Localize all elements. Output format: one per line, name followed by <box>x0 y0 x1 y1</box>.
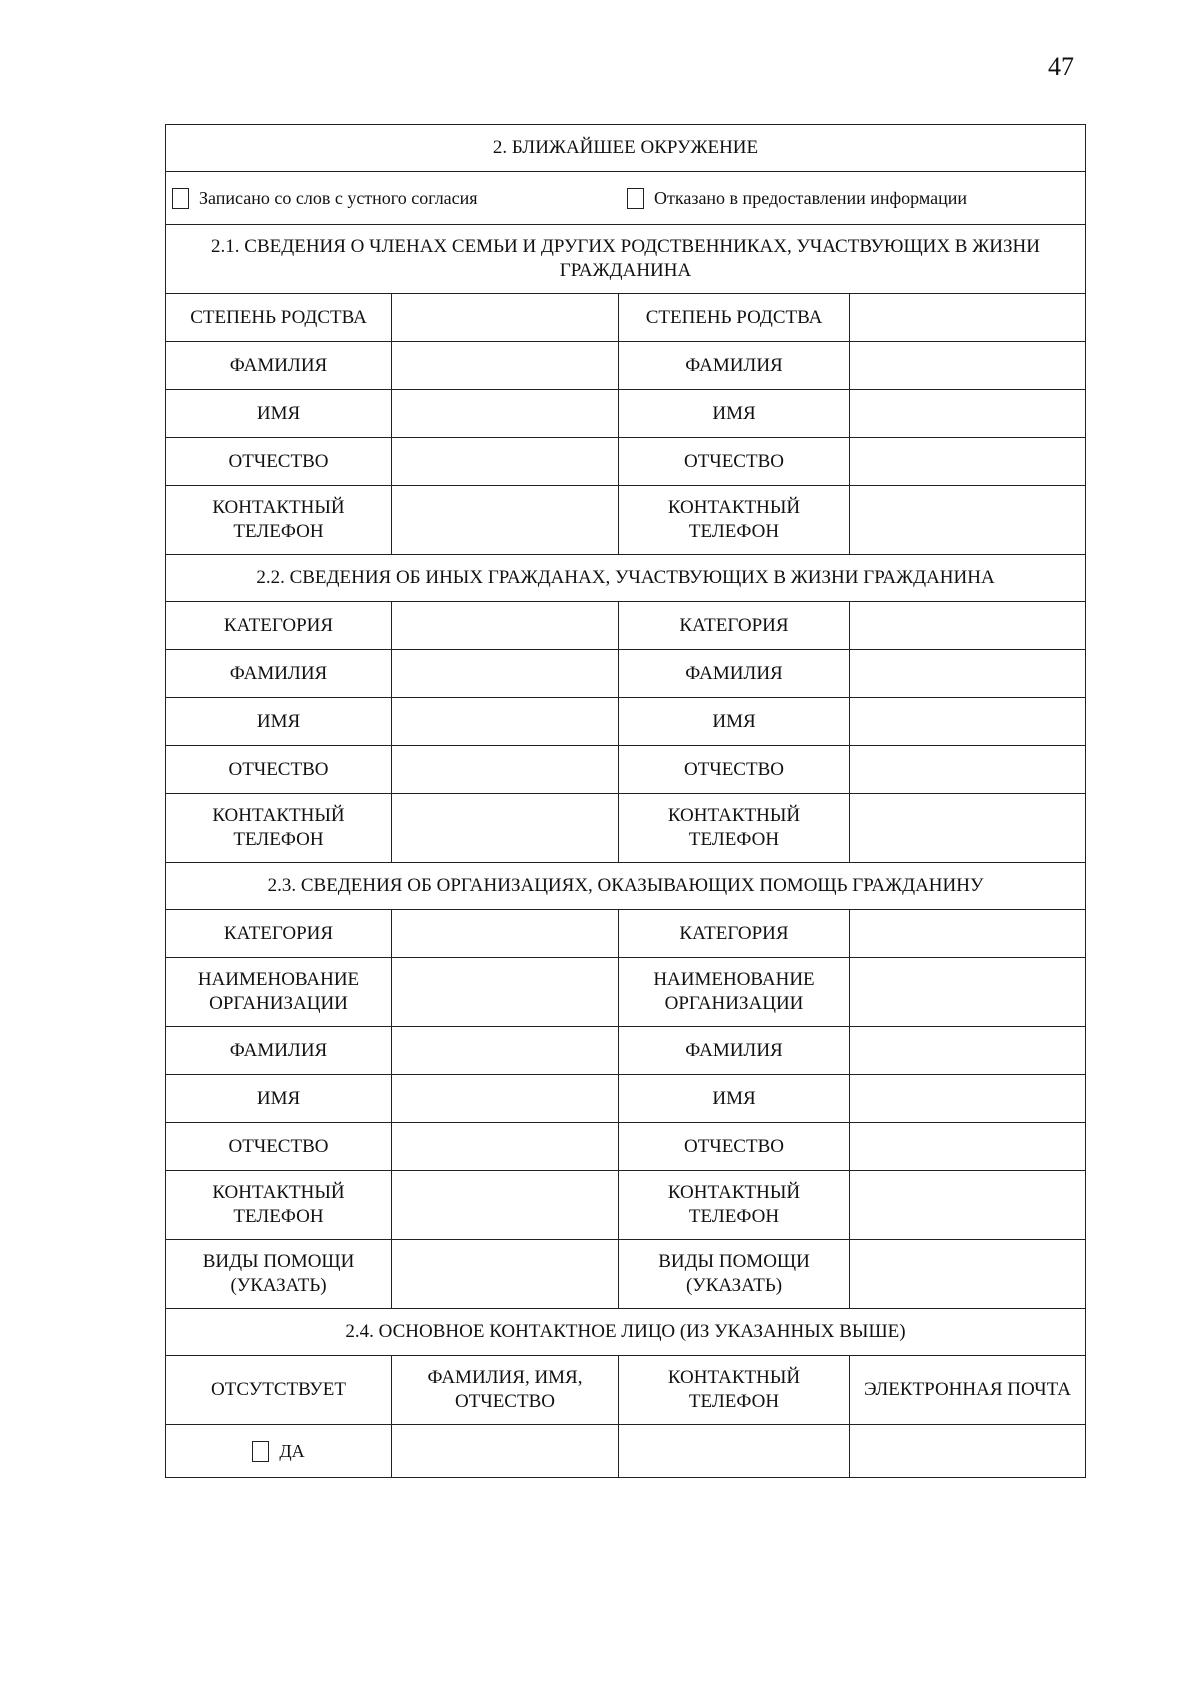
s23-label: ВИДЫ ПОМОЩИ (УКАЗАТЬ) <box>166 1240 392 1309</box>
s23-label: НАИМЕНОВАНИЕ ОРГАНИЗАЦИИ <box>166 958 392 1027</box>
s24-absent-cell <box>166 1425 392 1478</box>
s21-field[interactable] <box>850 390 1086 438</box>
s22-label: ИМЯ <box>166 698 392 746</box>
s21-label: ОТЧЕСТВО <box>619 438 850 486</box>
s24-email-field[interactable] <box>850 1425 1086 1478</box>
s22-field[interactable] <box>392 698 619 746</box>
s23-label: ИМЯ <box>166 1075 392 1123</box>
s23-label: ФАМИЛИЯ <box>619 1027 850 1075</box>
s21-field[interactable] <box>392 438 619 486</box>
refused-checkbox[interactable] <box>627 188 644 209</box>
s23-label: ИМЯ <box>619 1075 850 1123</box>
s21-label: КОНТАКТНЫЙ ТЕЛЕФОН <box>619 486 850 555</box>
s23-field[interactable] <box>392 1075 619 1123</box>
s21-field[interactable] <box>392 342 619 390</box>
s24-header-phone: КОНТАКТНЫЙ ТЕЛЕФОН <box>619 1356 850 1425</box>
s21-title: 2.1. СВЕДЕНИЯ О ЧЛЕНАХ СЕМЬИ И ДРУГИХ РОДСТВЕННИКАХ, УЧАСТВУЮЩИХ В ЖИЗНИ ГРАЖДАНИНА <box>166 225 1086 294</box>
s21-label: СТЕПЕНЬ РОДСТВА <box>166 294 392 342</box>
s22-label: КАТЕГОРИЯ <box>166 602 392 650</box>
s23-field[interactable] <box>850 1240 1086 1309</box>
s21-label: СТЕПЕНЬ РОДСТВА <box>619 294 850 342</box>
s24-name-field[interactable] <box>392 1425 619 1478</box>
section-title: 2. БЛИЖАЙШЕЕ ОКРУЖЕНИЕ <box>166 125 1086 172</box>
s24-header-email: ЭЛЕКТРОННАЯ ПОЧТА <box>850 1356 1086 1425</box>
s23-field[interactable] <box>392 1240 619 1309</box>
s21-label: КОНТАКТНЫЙ ТЕЛЕФОН <box>166 486 392 555</box>
s23-field[interactable] <box>850 1171 1086 1240</box>
s24-title: 2.4. ОСНОВНОЕ КОНТАКТНОЕ ЛИЦО (ИЗ УКАЗАННЫХ ВЫШЕ) <box>166 1309 1086 1356</box>
s24-header-absent: ОТСУТСТВУЕТ <box>166 1356 392 1425</box>
recorded-checkbox[interactable] <box>172 188 189 209</box>
s22-field[interactable] <box>392 602 619 650</box>
s23-label: ОТЧЕСТВО <box>619 1123 850 1171</box>
s23-label: КАТЕГОРИЯ <box>619 910 850 958</box>
s21-field[interactable] <box>392 390 619 438</box>
s22-label: КОНТАКТНЫЙ ТЕЛЕФОН <box>619 794 850 863</box>
refused-label: Отказано в предоставлении информации <box>654 187 968 208</box>
s21-field[interactable] <box>850 342 1086 390</box>
s23-label: НАИМЕНОВАНИЕ ОРГАНИЗАЦИИ <box>619 958 850 1027</box>
s23-field[interactable] <box>392 910 619 958</box>
form-table <box>165 124 1086 1478</box>
s21-label: ОТЧЕСТВО <box>166 438 392 486</box>
s22-label: ФАМИЛИЯ <box>619 650 850 698</box>
recorded-label: Записано со слов с устного согласия <box>199 187 478 208</box>
s23-field[interactable] <box>392 1123 619 1171</box>
s22-title: 2.2. СВЕДЕНИЯ ОБ ИНЫХ ГРАЖДАНАХ, УЧАСТВУЮЩИХ В ЖИЗНИ ГРАЖДАНИНА <box>166 555 1086 602</box>
s23-title: 2.3. СВЕДЕНИЯ ОБ ОРГАНИЗАЦИЯХ, ОКАЗЫВАЮЩИХ ПОМОЩЬ ГРАЖДАНИНУ <box>166 863 1086 910</box>
s22-label: ОТЧЕСТВО <box>619 746 850 794</box>
s23-label: ОТЧЕСТВО <box>166 1123 392 1171</box>
s21-field[interactable] <box>392 486 619 555</box>
s23-field[interactable] <box>392 1027 619 1075</box>
s21-field[interactable] <box>392 294 619 342</box>
s21-label: ФАМИЛИЯ <box>619 342 850 390</box>
s22-field[interactable] <box>392 794 619 863</box>
s23-field[interactable] <box>850 958 1086 1027</box>
s23-label: КОНТАКТНЫЙ ТЕЛЕФОН <box>166 1171 392 1240</box>
s23-label: КАТЕГОРИЯ <box>166 910 392 958</box>
s22-label: ФАМИЛИЯ <box>166 650 392 698</box>
s21-field[interactable] <box>850 294 1086 342</box>
s21-field[interactable] <box>850 438 1086 486</box>
s22-label: ИМЯ <box>619 698 850 746</box>
s23-label: КОНТАКТНЫЙ ТЕЛЕФОН <box>619 1171 850 1240</box>
s22-field[interactable] <box>850 602 1086 650</box>
s23-field[interactable] <box>850 1075 1086 1123</box>
s23-field[interactable] <box>392 1171 619 1240</box>
s23-field[interactable] <box>850 1027 1086 1075</box>
s23-field[interactable] <box>392 958 619 1027</box>
consent-row <box>166 172 1086 225</box>
s23-label: ВИДЫ ПОМОЩИ (УКАЗАТЬ) <box>619 1240 850 1309</box>
page-number: 47 <box>1048 52 1074 81</box>
s21-label: ИМЯ <box>166 390 392 438</box>
s22-label: КОНТАКТНЫЙ ТЕЛЕФОН <box>166 794 392 863</box>
s22-field[interactable] <box>850 698 1086 746</box>
s21-field[interactable] <box>850 486 1086 555</box>
s22-field[interactable] <box>392 650 619 698</box>
s22-field[interactable] <box>392 746 619 794</box>
s23-label: ФАМИЛИЯ <box>166 1027 392 1075</box>
s22-field[interactable] <box>850 794 1086 863</box>
s24-phone-field[interactable] <box>619 1425 850 1478</box>
s22-label: ОТЧЕСТВО <box>166 746 392 794</box>
s21-label: ИМЯ <box>619 390 850 438</box>
s24-header-name: ФАМИЛИЯ, ИМЯ, ОТЧЕСТВО <box>392 1356 619 1425</box>
s21-label: ФАМИЛИЯ <box>166 342 392 390</box>
s23-field[interactable] <box>850 1123 1086 1171</box>
s22-field[interactable] <box>850 650 1086 698</box>
yes-checkbox[interactable] <box>252 1441 269 1462</box>
s22-label: КАТЕГОРИЯ <box>619 602 850 650</box>
yes-label: ДА <box>279 1440 305 1461</box>
s23-field[interactable] <box>850 910 1086 958</box>
s22-field[interactable] <box>850 746 1086 794</box>
